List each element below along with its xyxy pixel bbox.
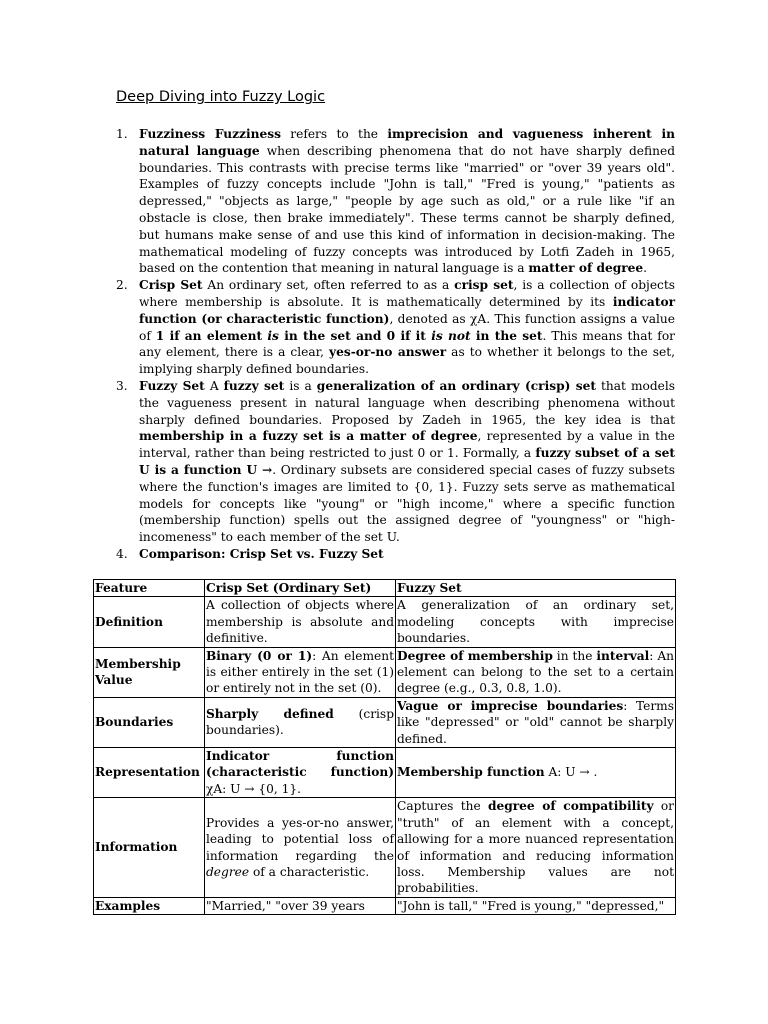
list-item-text	[139, 379, 675, 544]
text-run: when describing phenomena that do not have sharply defined boundaries. This contrasts with precise terms like "married" or "over 39 years old". Examples of fuzzy concepts include "John is tall," "Fred is young," "patients as depressed," "objects as large," "people by age such as old," or a rule like "if an obstacle is close, then brake immediately". These terms cannot be sharply defined, but humans make sense of and use this kind of information in decision-making. The mathematical modeling of fuzzy concepts was introduced by Lotfi Zadeh in 1965, based on the contention that meaning in natural language is a	[139, 143, 675, 276]
list-item-comparison	[116, 546, 675, 563]
text-run: is a	[284, 378, 317, 393]
text-run: 1 if an element	[155, 328, 268, 343]
text-run: Degree of membership	[397, 648, 553, 663]
text-run: degree of compatibility	[487, 799, 654, 814]
text-run: : An element is either entirely in the set (1) or entirely not in the set (0).	[206, 648, 394, 696]
row-crisp-cell	[205, 748, 396, 798]
text-run: χA: U → {0, 1}.	[206, 781, 302, 796]
list-item-fuzzy-set	[116, 378, 676, 546]
text-run: yes-or-no answer	[329, 345, 447, 360]
text-run: in the	[552, 648, 597, 663]
row-crisp-cell	[205, 597, 396, 647]
table-row	[94, 897, 676, 914]
text-run: that models the vagueness present in natural language when describing phenomena without sharply defined boundaries. Proposed by Zadeh in 1965, the key idea is that	[139, 378, 676, 427]
text-run: membership in a fuzzy set is a matter of degree	[139, 429, 478, 444]
text-run: interval	[596, 648, 650, 663]
list-item-fuzziness	[116, 126, 675, 277]
text-run: Fuzziness Fuzziness	[139, 127, 281, 141]
row-fuzzy-cell	[396, 597, 676, 647]
document-title: Deep Diving into Fuzzy Logic	[116, 89, 326, 105]
row-crisp-cell	[205, 697, 396, 747]
row-feature: Representation	[94, 748, 205, 798]
list-number: 3.	[116, 378, 128, 393]
text-run: "Married," "over 39 years	[206, 898, 365, 913]
text-run: : An element can belong to the set to a certain degree (e.g., 0.3, 0.8, 1.0).	[397, 648, 674, 696]
list-number: 1.	[116, 127, 128, 141]
text-run: Sharply defined	[206, 707, 334, 722]
text-run: A generalization of an ordinary set, modeling concepts with imprecise boundaries.	[397, 598, 674, 646]
text-run: generalization of an ordinary (crisp) set	[316, 378, 596, 393]
text-run: Vague or imprecise boundaries	[397, 698, 624, 713]
text-run: : Terms like "depressed" or "old" cannot be sharply defined.	[397, 698, 674, 746]
text-run: imprecision and vagueness inherent in natural language	[139, 127, 675, 158]
text-run: Membership function	[397, 765, 545, 780]
text-run: Indicator function (characteristic function)	[206, 749, 394, 780]
text-run: in the set and 0 if it	[278, 328, 432, 343]
text-run: as to whether it belongs to the set, implying sharply defined boundaries.	[139, 345, 676, 377]
text-run: fuzzy subset of a set U is a function U →	[139, 446, 675, 477]
text-run: Provides a yes-or-no answer, leading to potential loss of information regarding the	[206, 815, 394, 863]
text-run: is	[267, 328, 279, 343]
list-number: 4.	[116, 546, 128, 561]
text-run: indicator function (or characteristic function)	[139, 294, 675, 326]
row-fuzzy-cell	[396, 697, 676, 747]
row-feature: Boundaries	[94, 697, 205, 747]
header-feature: Feature	[94, 580, 205, 597]
table-row	[94, 647, 676, 697]
text-run: in the set	[470, 328, 543, 343]
table-header-row	[94, 580, 676, 597]
text-run: , is a collection of objects where membership is absolute. It is mathematically determined by its	[139, 278, 676, 309]
row-crisp-cell	[205, 897, 396, 914]
text-run: is not	[431, 328, 471, 343]
row-feature: Definition	[94, 597, 205, 647]
text-run: degree	[206, 864, 250, 879]
text-run: Binary (0 or 1)	[206, 648, 313, 663]
list-item-text	[139, 278, 675, 376]
table-row	[94, 748, 676, 798]
text-run: .	[643, 261, 648, 276]
text-run: Crisp Set	[139, 278, 203, 293]
list-item-text	[139, 127, 675, 275]
comparison-table	[93, 579, 676, 915]
text-run: fuzzy set	[223, 378, 285, 393]
header-crisp-set: Crisp Set (Ordinary Set)	[205, 580, 396, 597]
row-fuzzy-cell	[396, 748, 676, 798]
table-row	[94, 597, 676, 647]
text-run: matter of degree	[528, 261, 644, 276]
row-fuzzy-cell	[396, 647, 676, 697]
text-run: , represented by a value in the interval, rather than being restricted to just 0 or 1. Formally, a	[139, 429, 675, 461]
text-run: A	[204, 378, 224, 393]
text-run: , denoted as χA. This function assigns a value of	[139, 311, 675, 343]
numbered-list	[116, 126, 676, 563]
text-run: . This means that for any element, there is a clear,	[139, 328, 675, 360]
row-feature: Membership Value	[94, 647, 205, 697]
text-run: (crisp boundaries).	[206, 707, 394, 738]
text-run: A: U → .	[544, 765, 598, 780]
row-feature: Examples	[94, 897, 205, 914]
header-fuzzy-set: Fuzzy Set	[396, 580, 676, 597]
row-crisp-cell	[205, 647, 396, 697]
text-run: Comparison: Crisp Set vs. Fuzzy Set	[139, 546, 384, 561]
text-run: A collection of objects where membership is absolute and definitive.	[206, 598, 394, 646]
row-fuzzy-cell	[396, 798, 676, 897]
list-number: 2.	[116, 278, 128, 293]
list-item-text	[139, 547, 384, 561]
text-run: "John is tall," "Fred is young," "depressed,"	[397, 898, 665, 913]
table-row	[94, 798, 676, 897]
list-item-crisp-set	[116, 277, 676, 378]
row-crisp-cell	[205, 798, 396, 897]
table-row	[94, 697, 676, 747]
text-run: Fuzzy Set	[139, 378, 205, 393]
text-run: crisp set	[454, 278, 514, 293]
text-run: . Ordinary subsets are considered special cases of fuzzy subsets where the function's images are limited to {0, 1}. Fuzzy sets serve as mathematical models for concepts like "young" or "high income," where a specific function (membership function) spells out the assigned degree of "youngness" or "high-incomeness" to each member of the set U.	[139, 462, 675, 545]
text-run: of a characteristic.	[249, 864, 370, 879]
row-fuzzy-cell	[396, 897, 676, 914]
text-run: Captures the	[397, 799, 488, 814]
text-run: refers to the	[280, 127, 388, 141]
text-run: An ordinary set, often referred to as a	[202, 278, 455, 293]
row-feature: Information	[94, 798, 205, 897]
text-run: or "truth" of an element with a concept, allowing for a more nuanced representation of information and reducing information loss. Membership values are not probabilities.	[397, 799, 674, 896]
